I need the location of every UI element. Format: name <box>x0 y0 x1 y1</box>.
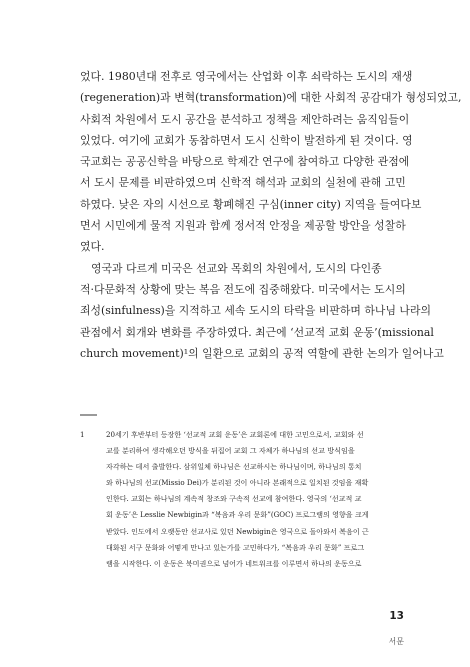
footnote-line: 교를 분리하여 생각해오던 방식을 뒤집어 교회 그 자체가 하나님의 선교 방식임을 <box>106 446 355 456</box>
body-line: 영국과 다르게 미국은 선교와 목회의 차원에서, 도시의 다인종 <box>91 261 382 275</box>
body-line: church movement)¹의 일환으로 교회의 공적 역할에 관한 논의가 일어나고 <box>80 346 444 360</box>
body-line: 국교회는 공공신학을 바탕으로 학제간 연구에 참여하고 다양한 관점에 <box>80 155 410 169</box>
body-line: 서 도시 문제를 비판하였으며 신학적 해석과 교회의 실천에 관해 고민 <box>80 176 406 190</box>
footnote-line: 받았다. 인도에서 오랫동안 선교사로 있던 Newbigin은 영국으로 돌아와서 복음이 근 <box>106 526 369 536</box>
body-line: 사회적 차원에서 도시 공간을 분석하고 정책을 제안하려는 움직임들이 <box>80 112 410 126</box>
footnote-divider <box>80 414 97 416</box>
body-line: 었다. 1980년대 전후로 영국에서는 산업화 이후 쇠락하는 도시의 재생 <box>80 70 413 83</box>
body-line: 적·다문화적 상황에 맞는 복음 전도에 집중해왔다. 미국에서는 도시의 <box>80 282 406 296</box>
footnote-line: 자각하는 데서 출발한다. 삼위일체 하나님은 선교하시는 하나님이며, 하나님의 통치 <box>106 462 362 472</box>
footnote-line: 20세기 후반부터 등장한 ‘선교적 교회 운동’은 교회론에 대한 고민으로서, 교회와 선 <box>106 430 364 439</box>
section-title: 서문 <box>388 637 404 646</box>
footnote-line: 램을 시작한다. 이 운동은 북미권으로 넘어가 네트워크를 이루면서 하나의 운동으로 <box>106 558 362 568</box>
footnote-line: 회 운동’은 Lesslie Newbigin과 “복음과 우리 문화”(GOC) 프로그램의 영향을 크게 <box>106 510 369 520</box>
body-line: 죄성(sinfulness)을 지적하고 세속 도시의 타락을 비판하며 하나님 나라의 <box>80 304 431 318</box>
footnote-number: 1 <box>80 430 85 439</box>
body-line: 였다. <box>80 240 105 254</box>
footnote-line: 대화된 서구 문화와 어떻게 만나고 있는가를 고민하다가, “복음과 우리 문화” 프로그 <box>106 542 365 552</box>
body-line: 하였다. 낮은 자의 시선으로 황폐해진 구심(inner city) 지역을 들여다보 <box>80 197 422 211</box>
body-text <box>80 66 462 364</box>
footnote <box>80 427 406 572</box>
footnote-line: 와 하나님의 선교(Missio Dei)가 분리된 것이 아니라 본래적으로 일치된 것임을 재확 <box>106 478 369 488</box>
body-line: (regeneration)과 변혁(transformation)에 대한 사회적 공감대가 형성되었고, <box>80 91 462 105</box>
footnote-line: 인한다. 교회는 하나님의 계속적 창조와 구속적 선교에 참여한다. 영국의 ‘선교적 교 <box>106 494 362 504</box>
body-line: 있었다. 여기에 교회가 동참하면서 도시 신학이 발전하게 된 것이다. 영 <box>80 133 413 147</box>
body-line: 면서 시민에게 물적 지원과 함께 정서적 안정을 제공할 방안을 성찰하 <box>80 219 406 233</box>
page-number: 13 <box>389 610 404 622</box>
body-line: 관점에서 회개와 변화를 주장하였다. 최근에 ‘선교적 교회 운동’(missional <box>80 325 434 339</box>
